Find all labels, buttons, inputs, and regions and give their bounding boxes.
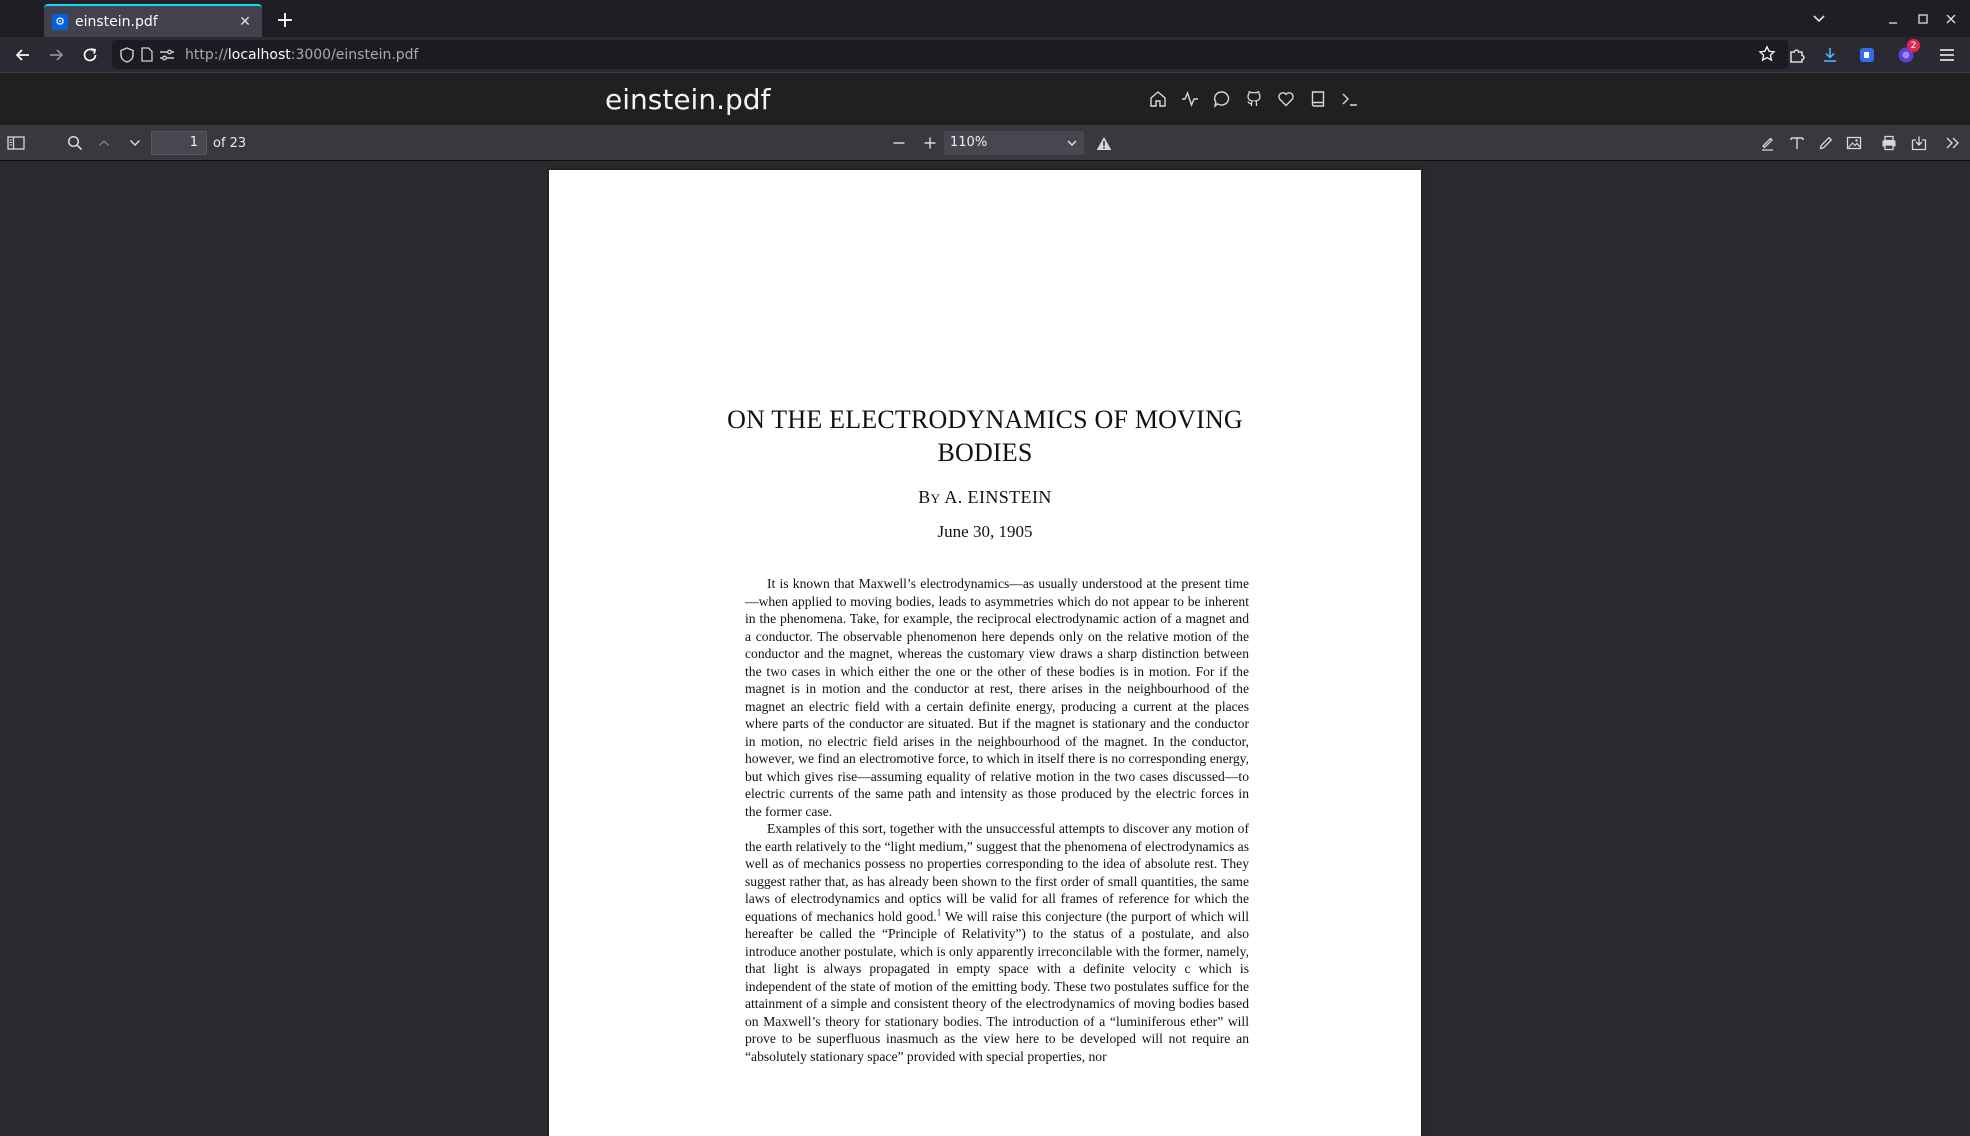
pdfjs-gear-icon: ⚙ — [52, 14, 68, 30]
find-search-icon[interactable] — [63, 131, 87, 155]
warning-icon[interactable] — [1092, 131, 1116, 155]
url-bar[interactable] — [112, 40, 1788, 69]
reload-icon[interactable] — [77, 42, 103, 68]
chat-icon[interactable] — [1210, 87, 1234, 111]
url-host: localhost — [227, 46, 291, 63]
sidebar-toggle-icon[interactable] — [4, 131, 28, 155]
add-text-icon[interactable] — [1785, 131, 1809, 155]
new-tab-button[interactable]: + — [275, 7, 295, 33]
paper-title-line-1: ON THE ELECTRODYNAMICS OF MOVING — [727, 405, 1243, 434]
back-arrow-icon[interactable] — [10, 42, 36, 68]
zoom-value: 110% — [950, 135, 988, 150]
paper-title-line-2: BODIES — [937, 438, 1033, 467]
url-scheme: http:// — [185, 46, 228, 63]
navigation-bar — [0, 37, 1970, 72]
pdf-page — [549, 170, 1421, 1136]
print-icon[interactable] — [1877, 131, 1901, 155]
zoom-in-icon[interactable] — [918, 131, 942, 155]
downloads-icon[interactable] — [1819, 44, 1841, 66]
close-window-icon[interactable] — [1940, 8, 1962, 30]
notification-badge: 2 — [1907, 39, 1920, 52]
extensions-puzzle-icon[interactable] — [1786, 44, 1808, 66]
previous-page-icon[interactable] — [92, 131, 116, 155]
activity-icon[interactable] — [1178, 87, 1202, 111]
url-path: :3000/einstein.pdf — [290, 46, 419, 63]
paper-author — [549, 487, 1421, 508]
tab-strip — [0, 0, 1970, 37]
pdf-viewer[interactable] — [0, 161, 1970, 1136]
add-image-icon[interactable] — [1842, 131, 1866, 155]
paragraph-2-part-2: We will raise this conjecture (the purport of which will hereafter be called the “Principle of Relativity”) to the status of a postulate, and also introduce another postulate, which is only apparently irreconcilable with the former, namely, that light is always propagated in empty space with a definite velocity c which is independent of the state of motion of the emitting body. These two postulates suffice for the attainment of a simple and consistent theory of the electrodynamics of moving bodies based on Maxwell’s theory for stationary bodies. The introduction of a “luminiferous ether” will prove to be superfluous inasmuch as the view here to be developed will not require an “absolutely stationary space” provided with special properties, nor — [745, 908, 1249, 1064]
paragraph-1: It is known that Maxwell’s electrodynamics—as usually understood at the present time—when applied to moving bodies, leads to asymmetries which do not appear to be inherent in the phenomena. Take, for example, the reciprocal electrodynamic action of a magnet and a conductor. The observable phenomenon here depends only on the relative motion of the conductor and the magnet, whereas the customary view draws a sharp distinction between the two cases in which either the one or the other of these bodies is in motion. For if the magnet is in motion and the conductor at rest, there arises in the neighbourhood of the magnet an electric field with a certain definite energy, producing a current at the places where parts of the conductor are situated. But if the magnet is stationary and the conductor in motion, no electric field arises in the neighbourhood of the magnet. In the conductor, however, we find an electromotive force, to which in itself there is no corresponding energy, but which gives rise—assuming equality of relative motion in the two cases discussed—to electric currents of the same path and intensity as those produced by the electric forces in the former case. — [745, 576, 1249, 819]
paper-date: June 30, 1905 — [937, 522, 1033, 541]
draw-pen-icon[interactable] — [1814, 131, 1838, 155]
chevron-down-icon — [1065, 131, 1079, 155]
page-number-input[interactable]: 1 — [151, 131, 207, 155]
page-title: einstein.pdf — [605, 83, 771, 116]
app-header — [0, 72, 1970, 125]
home-icon[interactable] — [1146, 87, 1170, 111]
tab-title: einstein.pdf — [75, 13, 158, 30]
highlight-icon[interactable] — [1755, 131, 1779, 155]
close-tab-icon[interactable]: ✕ — [239, 13, 251, 30]
header-nav — [1146, 87, 1362, 111]
pdf-toolbar — [0, 125, 1970, 161]
heart-icon[interactable] — [1274, 87, 1298, 111]
privacy-extension-icon[interactable] — [1856, 44, 1878, 66]
zoom-out-icon[interactable] — [887, 131, 911, 155]
minimize-icon[interactable] — [1882, 8, 1904, 30]
footnote-marker[interactable]: 1 — [936, 906, 942, 917]
paragraph-2 — [745, 820, 1249, 1065]
zoom-select[interactable] — [944, 131, 1084, 155]
tools-menu-icon[interactable] — [1941, 131, 1965, 155]
author-name: A. EINSTEIN — [944, 487, 1052, 507]
app-menu-icon[interactable] — [1936, 44, 1958, 66]
save-download-icon[interactable] — [1907, 131, 1931, 155]
book-icon[interactable] — [1306, 87, 1330, 111]
list-all-tabs-icon[interactable] — [1808, 8, 1830, 30]
tab-einstein-pdf[interactable] — [44, 4, 262, 37]
shield-icon[interactable] — [117, 45, 137, 65]
author-by: By — [918, 487, 941, 507]
terminal-icon[interactable] — [1338, 87, 1362, 111]
bookmark-star-icon[interactable] — [1758, 45, 1778, 65]
account-extension-icon[interactable] — [1895, 40, 1917, 66]
page-count-label: of 23 — [213, 136, 247, 151]
paragraph-2-part-1: Examples of this sort, together with the unsuccessful attempts to discover any motion of the earth relatively to the “light medium,” suggest that the phenomena of electrodynamics as well as of mechanics possess no properties corresponding to the idea of absolute rest. They suggest rather that, as has already been shown to the first order of small quantities, the same laws of electrodynamics and optics will be valid for all frames of reference for which the equations of mechanics hold good. — [745, 821, 1249, 924]
paper-title — [549, 403, 1421, 469]
paper-body — [745, 575, 1249, 1065]
github-icon[interactable] — [1242, 87, 1266, 111]
permissions-icon[interactable] — [157, 45, 177, 65]
page-icon[interactable] — [137, 45, 157, 65]
forward-arrow-icon[interactable] — [43, 42, 69, 68]
next-page-icon[interactable] — [123, 131, 147, 155]
url-text — [185, 47, 418, 63]
maximize-icon[interactable] — [1912, 8, 1934, 30]
